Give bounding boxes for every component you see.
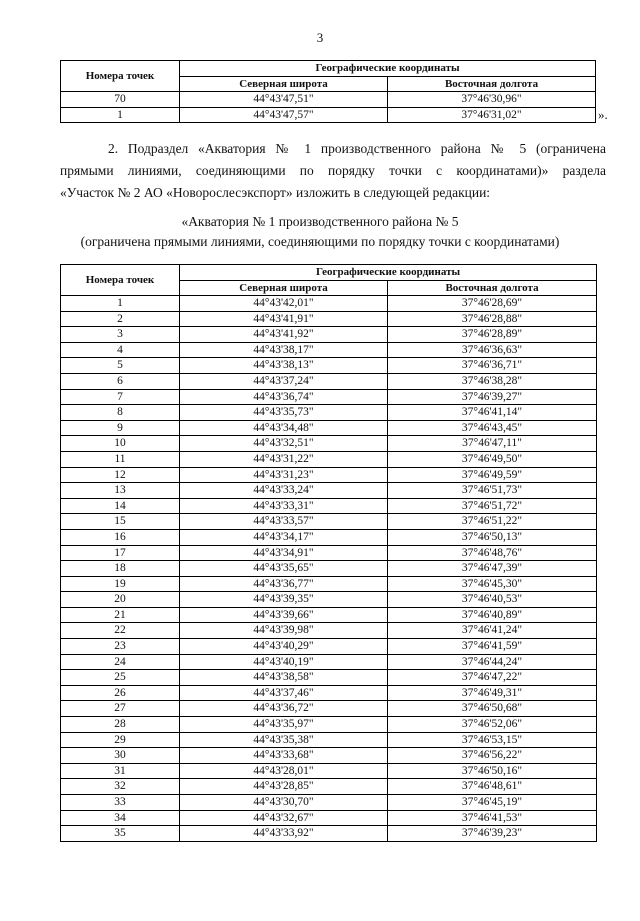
table-row [61,514,597,530]
latitude-cell: 44°43'38,58" [180,670,388,686]
table-row [61,389,597,405]
latitude-cell: 44°43'38,13" [180,358,388,374]
latitude-cell: 44°43'47,57" [180,107,388,123]
header-geo: Географические координаты [180,61,596,77]
table-row [61,732,597,748]
table-row [61,670,597,686]
paragraph-line-3: «Участок № 2 АО «Новорослесэкспорт» изложить в следующей редакции: [60,185,491,200]
point-number-cell: 23 [61,639,180,655]
longitude-cell: 37°46'47,11" [388,436,597,452]
point-number-cell: 26 [61,685,180,701]
longitude-cell: 37°46'51,73" [388,483,597,499]
header-points: Номера точек [61,61,180,92]
longitude-cell: 37°46'28,89" [388,327,597,343]
latitude-cell: 44°43'30,70" [180,795,388,811]
latitude-cell: 44°43'32,51" [180,436,388,452]
latitude-cell: 44°43'47,51" [180,92,388,108]
latitude-cell: 44°43'36,77" [180,576,388,592]
closing-quote-mark: ». [598,107,608,122]
longitude-cell: 37°46'49,50" [388,451,597,467]
table-row [61,607,597,623]
longitude-cell: 37°46'36,63" [388,342,597,358]
latitude-cell: 44°43'37,46" [180,685,388,701]
longitude-cell: 37°46'41,14" [388,405,597,421]
table-row [61,405,597,421]
table-row [61,701,597,717]
table-row [61,342,597,358]
point-number-cell: 19 [61,576,180,592]
point-number-cell: 32 [61,779,180,795]
point-number-cell: 20 [61,592,180,608]
longitude-cell: 37°46'41,59" [388,639,597,655]
table-row [61,451,597,467]
longitude-cell: 37°46'50,16" [388,763,597,779]
point-number-cell: 30 [61,748,180,764]
table-row [61,576,597,592]
point-number-cell: 15 [61,514,180,530]
latitude-cell: 44°43'37,24" [180,373,388,389]
table-row [61,623,597,639]
header-lon: Восточная долгота [388,76,596,92]
table-row [61,92,596,108]
header-points: Номера точек [61,265,180,296]
point-number-cell: 29 [61,732,180,748]
latitude-cell: 44°43'28,85" [180,779,388,795]
coordinates-table-continuation [60,60,596,123]
latitude-cell: 44°43'42,01" [180,296,388,312]
point-number-cell: 3 [61,327,180,343]
latitude-cell: 44°43'34,17" [180,529,388,545]
point-number-cell: 13 [61,483,180,499]
latitude-cell: 44°43'33,24" [180,483,388,499]
latitude-cell: 44°43'33,92" [180,826,388,842]
point-number-cell: 2 [61,311,180,327]
heading-line-2: (ограничена прямыми линиями, соединяющими по порядку точки с координатами) [80,234,560,249]
point-number-cell: 1 [61,107,180,123]
point-number-cell: 17 [61,545,180,561]
latitude-cell: 44°43'36,72" [180,701,388,717]
header-lon: Восточная долгота [388,280,597,296]
point-number-cell: 24 [61,654,180,670]
table-row [61,498,597,514]
latitude-cell: 44°43'36,74" [180,389,388,405]
table-row [61,107,596,123]
point-number-cell: 22 [61,623,180,639]
longitude-cell: 37°46'51,22" [388,514,597,530]
longitude-cell: 37°46'44,24" [388,654,597,670]
point-number-cell: 9 [61,420,180,436]
point-number-cell: 5 [61,358,180,374]
point-number-cell: 25 [61,670,180,686]
latitude-cell: 44°43'35,65" [180,561,388,577]
latitude-cell: 44°43'35,73" [180,405,388,421]
table-row [61,826,597,842]
table-row [61,685,597,701]
table2-body [61,296,597,842]
latitude-cell: 44°43'35,97" [180,717,388,733]
table-row [61,467,597,483]
latitude-cell: 44°43'33,31" [180,498,388,514]
table-row [61,639,597,655]
longitude-cell: 37°46'49,31" [388,685,597,701]
point-number-cell: 14 [61,498,180,514]
latitude-cell: 44°43'31,23" [180,467,388,483]
longitude-cell: 37°46'40,89" [388,607,597,623]
point-number-cell: 4 [61,342,180,358]
header-geo: Географические координаты [180,265,597,281]
latitude-cell: 44°43'33,57" [180,514,388,530]
table-row [61,327,597,343]
longitude-cell: 37°46'53,15" [388,732,597,748]
latitude-cell: 44°43'39,35" [180,592,388,608]
table1-body [61,92,596,123]
latitude-cell: 44°43'38,17" [180,342,388,358]
longitude-cell: 37°46'51,72" [388,498,597,514]
table-row [61,311,597,327]
latitude-cell: 44°43'41,91" [180,311,388,327]
coordinates-table [60,264,597,842]
point-number-cell: 8 [61,405,180,421]
latitude-cell: 44°43'34,48" [180,420,388,436]
latitude-cell: 44°43'39,66" [180,607,388,623]
longitude-cell: 37°46'31,02" [388,107,596,123]
latitude-cell: 44°43'33,68" [180,748,388,764]
point-number-cell: 10 [61,436,180,452]
latitude-cell: 44°43'34,91" [180,545,388,561]
table-row [61,795,597,811]
longitude-cell: 37°46'50,68" [388,701,597,717]
table-row [61,358,597,374]
paragraph-line-1: 2. Подраздел «Акватория № 1 производственного района № 5 (ограничена [108,141,606,156]
table-row [61,436,597,452]
point-number-cell: 7 [61,389,180,405]
point-number-cell: 31 [61,763,180,779]
table-row [61,561,597,577]
latitude-cell: 44°43'40,29" [180,639,388,655]
point-number-cell: 28 [61,717,180,733]
table-row [61,748,597,764]
point-number-cell: 70 [61,92,180,108]
section-heading [30,212,610,252]
longitude-cell: 37°46'43,45" [388,420,597,436]
table-row [61,296,597,312]
latitude-cell: 44°43'39,98" [180,623,388,639]
longitude-cell: 37°46'28,88" [388,311,597,327]
table-row [61,763,597,779]
header-lat: Северная широта [180,280,388,296]
point-number-cell: 33 [61,795,180,811]
longitude-cell: 37°46'36,71" [388,358,597,374]
longitude-cell: 37°46'28,69" [388,296,597,312]
point-number-cell: 27 [61,701,180,717]
latitude-cell: 44°43'35,38" [180,732,388,748]
longitude-cell: 37°46'48,61" [388,779,597,795]
latitude-cell: 44°43'40,19" [180,654,388,670]
longitude-cell: 37°46'49,59" [388,467,597,483]
point-number-cell: 12 [61,467,180,483]
table-row [61,810,597,826]
longitude-cell: 37°46'39,23" [388,826,597,842]
table-row [61,529,597,545]
point-number-cell: 18 [61,561,180,577]
longitude-cell: 37°46'41,24" [388,623,597,639]
longitude-cell: 37°46'39,27" [388,389,597,405]
table-row [61,717,597,733]
header-lat: Северная широта [180,76,388,92]
table-row [61,373,597,389]
point-number-cell: 6 [61,373,180,389]
longitude-cell: 37°46'45,30" [388,576,597,592]
latitude-cell: 44°43'28,01" [180,763,388,779]
point-number-cell: 11 [61,451,180,467]
table-row [61,545,597,561]
latitude-cell: 44°43'31,22" [180,451,388,467]
longitude-cell: 37°46'48,76" [388,545,597,561]
longitude-cell: 37°46'50,13" [388,529,597,545]
latitude-cell: 44°43'32,67" [180,810,388,826]
longitude-cell: 37°46'45,19" [388,795,597,811]
table-row [61,779,597,795]
point-number-cell: 34 [61,810,180,826]
table-row [61,420,597,436]
longitude-cell: 37°46'30,96" [388,92,596,108]
latitude-cell: 44°43'41,92" [180,327,388,343]
amendment-paragraph [60,138,606,204]
longitude-cell: 37°46'47,39" [388,561,597,577]
paragraph-line-2: прямыми линиями, соединяющими по порядку точки с координатами)» раздела [60,163,606,178]
table-row [61,483,597,499]
table-row [61,592,597,608]
longitude-cell: 37°46'40,53" [388,592,597,608]
longitude-cell: 37°46'41,53" [388,810,597,826]
longitude-cell: 37°46'56,22" [388,748,597,764]
longitude-cell: 37°46'47,22" [388,670,597,686]
table-row [61,654,597,670]
longitude-cell: 37°46'38,28" [388,373,597,389]
page-number: 3 [316,30,324,45]
point-number-cell: 21 [61,607,180,623]
point-number-cell: 35 [61,826,180,842]
heading-line-1: «Акватория № 1 производственного района № 5 [181,214,459,229]
point-number-cell: 16 [61,529,180,545]
longitude-cell: 37°46'52,06" [388,717,597,733]
point-number-cell: 1 [61,296,180,312]
